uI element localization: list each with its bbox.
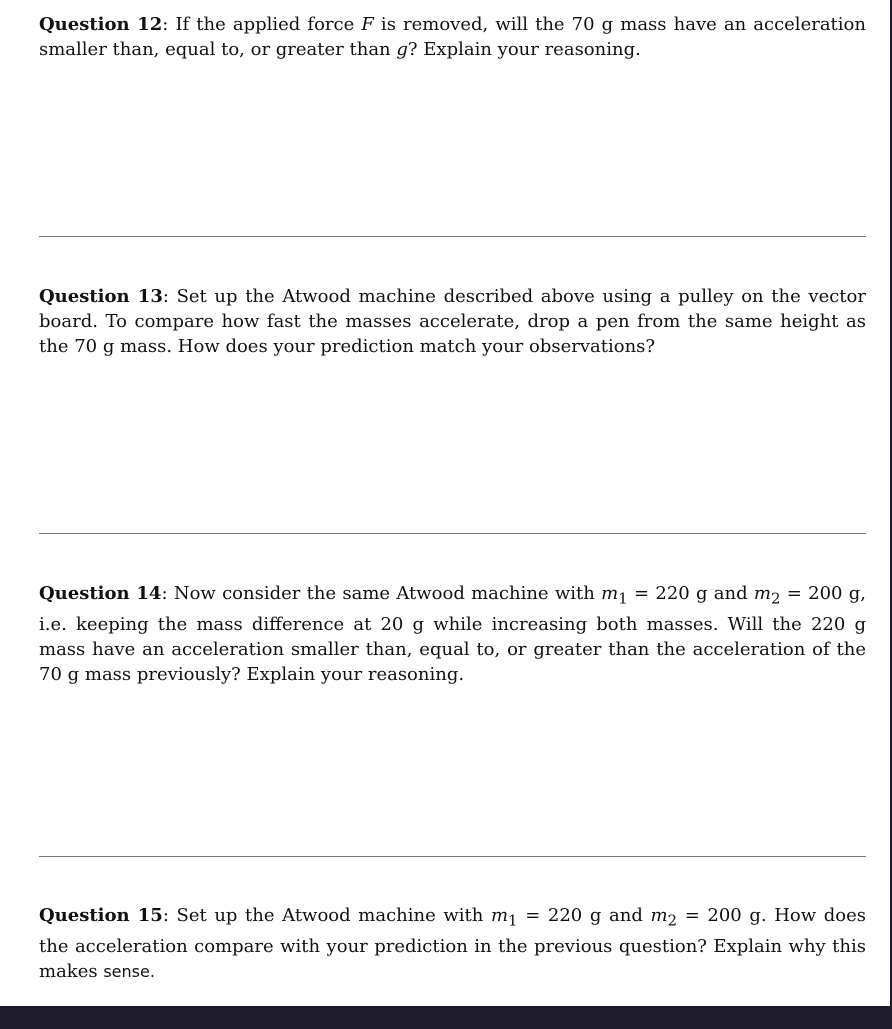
question-13-text: Set up the Atwood machine described above using a pulley on the vector board. To compare how fast the masses accelerate, drop a pen from the same height as the 70 g mass. How does your prediction match your observations? <box>39 286 866 357</box>
label-separator: : <box>162 286 177 307</box>
question-15-text-a: Set up the Atwood machine with <box>176 905 491 926</box>
label-separator: : <box>161 583 174 604</box>
mass-1-subscript: 1 <box>618 589 628 608</box>
mass-2-subscript: 2 <box>770 589 781 608</box>
question-12-label: Question 12 <box>39 14 163 35</box>
mass-2-subscript: 2 <box>667 911 678 930</box>
question-12-text-a: If the applied force <box>175 14 362 35</box>
question-12 <box>39 12 866 62</box>
question-13 <box>39 284 866 359</box>
question-13-label: Question 13 <box>39 286 163 307</box>
mass-2-variable: m <box>753 583 771 604</box>
answer-separator-line <box>39 236 866 237</box>
gravity-variable: g <box>396 39 408 60</box>
label-separator: : <box>162 905 177 926</box>
answer-separator-line <box>39 533 866 534</box>
question-14-text-c: = 200 g, i.e. keeping the mass difference at 20 g while increasing both masses. Will the 220 g mass have an acceleration smaller than, equal to, or greater than the acceleration of the 70 g mass previously? Explain your reasoning. <box>39 583 867 685</box>
answer-separator-line <box>39 856 866 857</box>
mass-1-variable: m <box>490 905 509 926</box>
question-12-text-c: ? Explain your reasoning. <box>407 39 641 60</box>
mass-1-subscript: 1 <box>508 911 518 930</box>
question-12-text-b: is removed, will the 70 g mass have an acceleration smaller than, equal to, or greater than <box>39 14 866 60</box>
question-14-text-b: = 220 g and <box>627 583 754 604</box>
label-separator: : <box>162 14 176 35</box>
question-15-text-b: = 220 g and <box>517 905 651 926</box>
question-15-last-word: sense. <box>103 961 155 981</box>
question-14-label: Question 14 <box>39 583 162 604</box>
question-14 <box>39 581 866 687</box>
question-14-text-a: Now consider the same Atwood machine with <box>173 583 602 604</box>
question-15-text-c: = 200 g. How does the acceleration compare with your prediction in the previous question? Explain why this makes <box>39 905 866 982</box>
question-15 <box>39 903 866 984</box>
mass-2-variable: m <box>650 905 668 926</box>
force-variable: F <box>361 14 374 35</box>
question-15-label: Question 15 <box>39 905 163 926</box>
mass-1-variable: m <box>601 583 619 604</box>
